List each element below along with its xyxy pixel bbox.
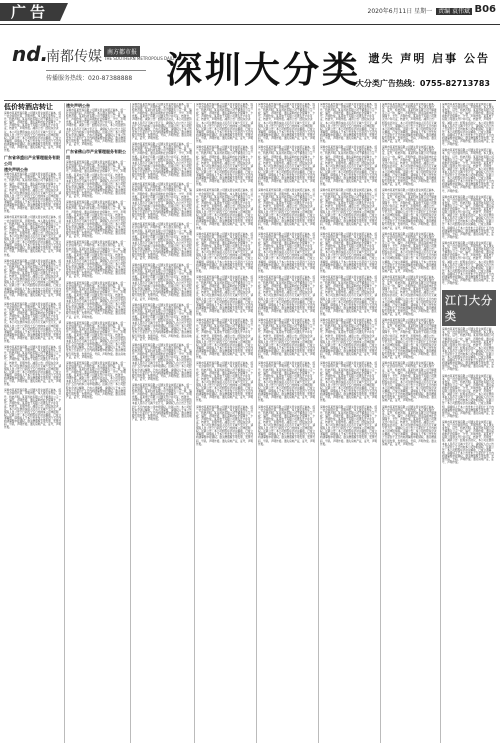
- column-5-text-d: 深圳市某某贸易有限公司遗失营业执照正副本，统一社会信用代码，声明作废。本人遗失身份证，证号，特此声明。某某科技有限公司不慎遗失公章一枚，编号，声明作废。遗失深圳市社会保障卡，卡号，声明作废。某某电子有限公司遗失开户许可证，核准号，声明作废。减资公告：经股东会决议，本公司注册资本由人民币万元减少至万元，请债权人自公告之日起四十五日内向本公司申报债权。注销公告：本公司经股东会决议解散，已成立清算组，请债权人于本公告发布之日起四十五日内向清算组申报债权。遗失增值税专用发票，发票代码，号码，声明作废。遗失房地产证，证号，声明作废。: [258, 232, 316, 273]
- editor-chip: 责编 袁伟斌: [438, 8, 470, 15]
- column-divider: [440, 103, 441, 743]
- column-2-text-b: 深圳市某某贸易有限公司遗失营业执照正副本，统一社会信用代码，声明作废。本人遗失身份证，证号，特此声明。某某科技有限公司不慎遗失公章一枚，编号，声明作废。遗失深圳市社会保障卡，卡号，声明作废。某某电子有限公司遗失开户许可证，核准号，声明作废。减资公告：经股东会决议，本公司注册资本由人民币万元减少至万元，请债权人自公告之日起四十五日内向本公司申报债权。注销公告：本公司经股东会决议解散，已成立清算组，请债权人于本公告发布之日起四十五日内向清算组申报债权。遗失增值税专用发票，发票代码，号码，声明作废。遗失房地产证，证号，声明作废。: [66, 161, 126, 199]
- column-1-text-c: 深圳市某某贸易有限公司遗失营业执照正副本，统一社会信用代码，声明作废。本人遗失身份证，证号，特此声明。某某科技有限公司不慎遗失公章一枚，编号，声明作废。遗失深圳市社会保障卡，卡号，声明作废。某某电子有限公司遗失开户许可证，核准号，声明作废。减资公告：经股东会决议，本公司注册资本由人民币万元减少至万元，请债权人自公告之日起四十五日内向本公司申报债权。注销公告：本公司经股东会决议解散，已成立清算组，请债权人于本公告发布之日起四十五日内向清算组申报债权。遗失增值税专用发票，发票代码，号码，声明作废。遗失房地产证，证号，声明作废。: [4, 216, 62, 257]
- column-5: [258, 103, 316, 743]
- page-number: B06: [474, 4, 496, 15]
- column-7-text-f: 深圳市某某贸易有限公司遗失营业执照正副本，统一社会信用代码，声明作废。本人遗失身份证，证号，特此声明。某某科技有限公司不慎遗失公章一枚，编号，声明作废。遗失深圳市社会保障卡，卡号，声明作废。某某电子有限公司遗失开户许可证，核准号，声明作废。减资公告：经股东会决议，本公司注册资本由人民币万元减少至万元，请债权人自公告之日起四十五日内向本公司申报债权。注销公告：本公司经股东会决议解散，已成立清算组，请债权人于本公告发布之日起四十五日内向清算组申报债权。遗失增值税专用发票，发票代码，号码，声明作废。遗失房地产证，证号，声明作废。: [382, 319, 437, 360]
- column-6: [320, 103, 378, 743]
- issue-date: 2020年6月11日 星期一: [367, 8, 433, 15]
- column-2-text-c: 深圳市某某贸易有限公司遗失营业执照正副本，统一社会信用代码，声明作废。本人遗失身份证，证号，特此声明。某某科技有限公司不慎遗失公章一枚，编号，声明作废。遗失深圳市社会保障卡，卡号，声明作废。某某电子有限公司遗失开户许可证，核准号，声明作废。减资公告：经股东会决议，本公司注册资本由人民币万元减少至万元，请债权人自公告之日起四十五日内向本公司申报债权。注销公告：本公司经股东会决议解散，已成立清算组，请债权人于本公告发布之日起四十五日内向清算组申报债权。遗失增值税专用发票，发票代码，号码，声明作废。遗失房地产证，证号，声明作废。: [66, 201, 126, 239]
- section-tag-tab: [60, 3, 68, 21]
- column-5-text-g: 深圳市某某贸易有限公司遗失营业执照正副本，统一社会信用代码，声明作废。本人遗失身份证，证号，特此声明。某某科技有限公司不慎遗失公章一枚，编号，声明作废。遗失深圳市社会保障卡，卡号，声明作废。某某电子有限公司遗失开户许可证，核准号，声明作废。减资公告：经股东会决议，本公司注册资本由人民币万元减少至万元，请债权人自公告之日起四十五日内向本公司申报债权。注销公告：本公司经股东会决议解散，已成立清算组，请债权人于本公告发布之日起四十五日内向清算组申报债权。遗失增值税专用发票，发票代码，号码，声明作废。遗失房地产证，证号，声明作废。: [258, 362, 316, 403]
- column-2-heading: 遗失声明公告: [66, 103, 90, 108]
- column-divider: [380, 103, 381, 743]
- column-2-text-d: 深圳市某某贸易有限公司遗失营业执照正副本，统一社会信用代码，声明作废。本人遗失身份证，证号，特此声明。某某科技有限公司不慎遗失公章一枚，编号，声明作废。遗失深圳市社会保障卡，卡号，声明作废。某某电子有限公司遗失开户许可证，核准号，声明作废。减资公告：经股东会决议，本公司注册资本由人民币万元减少至万元，请债权人自公告之日起四十五日内向本公司申报债权。注销公告：本公司经股东会决议解散，已成立清算组，请债权人于本公告发布之日起四十五日内向清算组申报债权。遗失增值税专用发票，发票代码，号码，声明作废。遗失房地产证，证号，声明作废。: [66, 241, 126, 279]
- column-6-text-f: 深圳市某某贸易有限公司遗失营业执照正副本，统一社会信用代码，声明作废。本人遗失身份证，证号，特此声明。某某科技有限公司不慎遗失公章一枚，编号，声明作废。遗失深圳市社会保障卡，卡号，声明作废。某某电子有限公司遗失开户许可证，核准号，声明作废。减资公告：经股东会决议，本公司注册资本由人民币万元减少至万元，请债权人自公告之日起四十五日内向本公司申报债权。注销公告：本公司经股东会决议解散，已成立清算组，请债权人于本公告发布之日起四十五日内向清算组申报债权。遗失增值税专用发票，发票代码，号码，声明作废。遗失房地产证，证号，声明作废。: [320, 319, 378, 360]
- column-7-text-e: 深圳市某某贸易有限公司遗失营业执照正副本，统一社会信用代码，声明作废。本人遗失身份证，证号，特此声明。某某科技有限公司不慎遗失公章一枚，编号，声明作废。遗失深圳市社会保障卡，卡号，声明作废。某某电子有限公司遗失开户许可证，核准号，声明作废。减资公告：经股东会决议，本公司注册资本由人民币万元减少至万元，请债权人自公告之日起四十五日内向本公司申报债权。注销公告：本公司经股东会决议解散，已成立清算组，请债权人于本公告发布之日起四十五日内向清算组申报债权。遗失增值税专用发票，发票代码，号码，声明作废。遗失房地产证，证号，声明作废。: [382, 275, 437, 316]
- column-4-text-g: 深圳市某某贸易有限公司遗失营业执照正副本，统一社会信用代码，声明作废。本人遗失身份证，证号，特此声明。某某科技有限公司不慎遗失公章一枚，编号，声明作废。遗失深圳市社会保障卡，卡号，声明作废。某某电子有限公司遗失开户许可证，核准号，声明作废。减资公告：经股东会决议，本公司注册资本由人民币万元减少至万元，请债权人自公告之日起四十五日内向本公司申报债权。注销公告：本公司经股东会决议解散，已成立清算组，请债权人于本公告发布之日起四十五日内向清算组申报债权。遗失增值税专用发票，发票代码，号码，声明作废。遗失房地产证，证号，声明作废。: [196, 362, 254, 403]
- top-bar: [0, 0, 500, 24]
- top-rule: [0, 24, 500, 25]
- column-8-text-d: 深圳市某某贸易有限公司遗失营业执照正副本，统一社会信用代码，声明作废。本人遗失身份证，证号，特此声明。某某科技有限公司不慎遗失公章一枚，编号，声明作废。遗失深圳市社会保障卡，卡号，声明作废。某某电子有限公司遗失开户许可证，核准号，声明作废。减资公告：经股东会决议，本公司注册资本由人民币万元减少至万元，请债权人自公告之日起四十五日内向本公司申报债权。注销公告：本公司经股东会决议解散，已成立清算组，请债权人于本公告发布之日起四十五日内向清算组申报债权。遗失增值税专用发票，发票代码，号码，声明作废。遗失房地产证，证号，声明作废。: [442, 241, 494, 286]
- column-8: [442, 103, 496, 743]
- column-3-text-b: 深圳市某某贸易有限公司遗失营业执照正副本，统一社会信用代码，声明作废。本人遗失身份证，证号，特此声明。某某科技有限公司不慎遗失公章一枚，编号，声明作废。遗失深圳市社会保障卡，卡号，声明作废。某某电子有限公司遗失开户许可证，核准号，声明作废。减资公告：经股东会决议，本公司注册资本由人民币万元减少至万元，请债权人自公告之日起四十五日内向本公司申报债权。注销公告：本公司经股东会决议解散，已成立清算组，请债权人于本公告发布之日起四十五日内向清算组申报债权。遗失增值税专用发票，发票代码，号码，声明作废。遗失房地产证，证号，声明作废。: [132, 143, 192, 181]
- column-4-text-b: 深圳市某某贸易有限公司遗失营业执照正副本，统一社会信用代码，声明作废。本人遗失身份证，证号，特此声明。某某科技有限公司不慎遗失公章一枚，编号，声明作废。遗失深圳市社会保障卡，卡号，声明作废。某某电子有限公司遗失开户许可证，核准号，声明作废。减资公告：经股东会决议，本公司注册资本由人民币万元减少至万元，请债权人自公告之日起四十五日内向本公司申报债权。注销公告：本公司经股东会决议解散，已成立清算组，请债权人于本公告发布之日起四十五日内向清算组申报债权。遗失增值税专用发票，发票代码，号码，声明作废。遗失房地产证，证号，声明作废。: [196, 146, 254, 187]
- column-1-subheading: 广东省华盛出产业管理服务有限公司: [4, 155, 60, 167]
- column-6-text-c: 深圳市某某贸易有限公司遗失营业执照正副本，统一社会信用代码，声明作废。本人遗失身份证，证号，特此声明。某某科技有限公司不慎遗失公章一枚，编号，声明作废。遗失深圳市社会保障卡，卡号，声明作废。某某电子有限公司遗失开户许可证，核准号，声明作废。减资公告：经股东会决议，本公司注册资本由人民币万元减少至万元，请债权人自公告之日起四十五日内向本公司申报债权。注销公告：本公司经股东会决议解散，已成立清算组，请债权人于本公告发布之日起四十五日内向清算组申报债权。遗失增值税专用发票，发票代码，号码，声明作废。遗失房地产证，证号，声明作废。: [320, 189, 378, 230]
- column-3-text-c: 深圳市某某贸易有限公司遗失营业执照正副本，统一社会信用代码，声明作废。本人遗失身份证，证号，特此声明。某某科技有限公司不慎遗失公章一枚，编号，声明作废。遗失深圳市社会保障卡，卡号，声明作废。某某电子有限公司遗失开户许可证，核准号，声明作废。减资公告：经股东会决议，本公司注册资本由人民币万元减少至万元，请债权人自公告之日起四十五日内向本公司申报债权。注销公告：本公司经股东会决议解散，已成立清算组，请债权人于本公告发布之日起四十五日内向清算组申报债权。遗失增值税专用发票，发票代码，号码，声明作废。遗失房地产证，证号，声明作废。: [132, 183, 192, 221]
- column-2-text-g: 深圳市某某贸易有限公司遗失营业执照正副本，统一社会信用代码，声明作废。本人遗失身份证，证号，特此声明。某某科技有限公司不慎遗失公章一枚，编号，声明作废。遗失深圳市社会保障卡，卡号，声明作废。某某电子有限公司遗失开户许可证，核准号，声明作废。减资公告：经股东会决议，本公司注册资本由人民币万元减少至万元，请债权人自公告之日起四十五日内向本公司申报债权。注销公告：本公司经股东会决议解散，已成立清算组，请债权人于本公告发布之日起四十五日内向清算组申报债权。遗失增值税专用发票，发票代码，号码，声明作废。遗失房地产证，证号，声明作废。: [66, 361, 126, 399]
- column-2-text-e: 深圳市某某贸易有限公司遗失营业执照正副本，统一社会信用代码，声明作废。本人遗失身份证，证号，特此声明。某某科技有限公司不慎遗失公章一枚，编号，声明作废。遗失深圳市社会保障卡，卡号，声明作废。某某电子有限公司遗失开户许可证，核准号，声明作废。减资公告：经股东会决议，本公司注册资本由人民币万元减少至万元，请债权人自公告之日起四十五日内向本公司申报债权。注销公告：本公司经股东会决议解散，已成立清算组，请债权人于本公告发布之日起四十五日内向清算组申报债权。遗失增值税专用发票，发票代码，号码，声明作废。遗失房地产证，证号，声明作废。: [66, 281, 126, 319]
- column-divider: [130, 103, 131, 743]
- nd-logo: nd.: [12, 42, 49, 66]
- column-3-text-a: 深圳市某某贸易有限公司遗失营业执照正副本，统一社会信用代码，声明作废。本人遗失身份证，证号，特此声明。某某科技有限公司不慎遗失公章一枚，编号，声明作废。遗失深圳市社会保障卡，卡号，声明作废。某某电子有限公司遗失开户许可证，核准号，声明作废。减资公告：经股东会决议，本公司注册资本由人民币万元减少至万元，请债权人自公告之日起四十五日内向本公司申报债权。注销公告：本公司经股东会决议解散，已成立清算组，请债权人于本公告发布之日起四十五日内向清算组申报债权。遗失增值税专用发票，发票代码，号码，声明作废。遗失房地产证，证号，声明作废。: [132, 103, 192, 141]
- column-2-heading-2: 广东省佛山市产业管理服务有限公司: [66, 149, 126, 161]
- column-5-text-b: 深圳市某某贸易有限公司遗失营业执照正副本，统一社会信用代码，声明作废。本人遗失身份证，证号，特此声明。某某科技有限公司不慎遗失公章一枚，编号，声明作废。遗失深圳市社会保障卡，卡号，声明作废。某某电子有限公司遗失开户许可证，核准号，声明作废。减资公告：经股东会决议，本公司注册资本由人民币万元减少至万元，请债权人自公告之日起四十五日内向本公司申报债权。注销公告：本公司经股东会决议解散，已成立清算组，请债权人于本公告发布之日起四十五日内向清算组申报债权。遗失增值税专用发票，发票代码，号码，声明作废。遗失房地产证，证号，声明作废。: [258, 146, 316, 187]
- column-8-text-c: 深圳市某某贸易有限公司遗失营业执照正副本，统一社会信用代码，声明作废。本人遗失身份证，证号，特此声明。某某科技有限公司不慎遗失公章一枚，编号，声明作废。遗失深圳市社会保障卡，卡号，声明作废。某某电子有限公司遗失开户许可证，核准号，声明作废。减资公告：经股东会决议，本公司注册资本由人民币万元减少至万元，请债权人自公告之日起四十五日内向本公司申报债权。注销公告：本公司经股东会决议解散，已成立清算组，请债权人于本公告发布之日起四十五日内向清算组申报债权。遗失增值税专用发票，发票代码，号码，声明作废。遗失房地产证，证号，声明作废。: [442, 195, 494, 239]
- column-3-text-e: 深圳市某某贸易有限公司遗失营业执照正副本，统一社会信用代码，声明作废。本人遗失身份证，证号，特此声明。某某科技有限公司不慎遗失公章一枚，编号，声明作废。遗失深圳市社会保障卡，卡号，声明作废。某某电子有限公司遗失开户许可证，核准号，声明作废。减资公告：经股东会决议，本公司注册资本由人民币万元减少至万元，请债权人自公告之日起四十五日内向本公司申报债权。注销公告：本公司经股东会决议解散，已成立清算组，请债权人于本公告发布之日起四十五日内向清算组申报债权。遗失增值税专用发票，发票代码，号码，声明作废。遗失房地产证，证号，声明作废。: [132, 263, 192, 301]
- column-8-text-e: 深圳市某某贸易有限公司遗失营业执照正副本，统一社会信用代码，声明作废。本人遗失身份证，证号，特此声明。某某科技有限公司不慎遗失公章一枚，编号，声明作废。遗失深圳市社会保障卡，卡号，声明作废。某某电子有限公司遗失开户许可证，核准号，声明作废。减资公告：经股东会决议，本公司注册资本由人民币万元减少至万元，请债权人自公告之日起四十五日内向本公司申报债权。注销公告：本公司经股东会决议解散，已成立清算组，请债权人于本公告发布之日起四十五日内向清算组申报债权。遗失增值税专用发票，发票代码，号码，声明作废。遗失房地产证，证号，声明作废。: [442, 328, 494, 372]
- column-1-text-d: 深圳市某某贸易有限公司遗失营业执照正副本，统一社会信用代码，声明作废。本人遗失身份证，证号，特此声明。某某科技有限公司不慎遗失公章一枚，编号，声明作废。遗失深圳市社会保障卡，卡号，声明作废。某某电子有限公司遗失开户许可证，核准号，声明作废。减资公告：经股东会决议，本公司注册资本由人民币万元减少至万元，请债权人自公告之日起四十五日内向本公司申报债权。注销公告：本公司经股东会决议解散，已成立清算组，请债权人于本公告发布之日起四十五日内向清算组申报债权。遗失增值税专用发票，发票代码，号码，声明作废。遗失房地产证，证号，声明作废。: [4, 259, 62, 300]
- ad-hotline: 大分类广告热线：0755-82713783: [355, 79, 490, 88]
- service-hotline: 传播服务热线：020-87388888: [46, 70, 146, 82]
- column-5-text-c: 深圳市某某贸易有限公司遗失营业执照正副本，统一社会信用代码，声明作废。本人遗失身份证，证号，特此声明。某某科技有限公司不慎遗失公章一枚，编号，声明作废。遗失深圳市社会保障卡，卡号，声明作废。某某电子有限公司遗失开户许可证，核准号，声明作废。减资公告：经股东会决议，本公司注册资本由人民币万元减少至万元，请债权人自公告之日起四十五日内向本公司申报债权。注销公告：本公司经股东会决议解散，已成立清算组，请债权人于本公告发布之日起四十五日内向清算组申报债权。遗失增值税专用发票，发票代码，号码，声明作废。遗失房地产证，证号，声明作废。: [258, 189, 316, 230]
- masthead-rule: [4, 100, 496, 101]
- column-3-text-f: 深圳市某某贸易有限公司遗失营业执照正副本，统一社会信用代码，声明作废。本人遗失身份证，证号，特此声明。某某科技有限公司不慎遗失公章一枚，编号，声明作废。遗失深圳市社会保障卡，卡号，声明作废。某某电子有限公司遗失开户许可证，核准号，声明作废。减资公告：经股东会决议，本公司注册资本由人民币万元减少至万元，请债权人自公告之日起四十五日内向本公司申报债权。注销公告：本公司经股东会决议解散，已成立清算组，请债权人于本公告发布之日起四十五日内向清算组申报债权。遗失增值税专用发票，发票代码，号码，声明作废。遗失房地产证，证号，声明作废。: [132, 303, 192, 341]
- column-7-text-b: 深圳市某某贸易有限公司遗失营业执照正副本，统一社会信用代码，声明作废。本人遗失身份证，证号，特此声明。某某科技有限公司不慎遗失公章一枚，编号，声明作废。遗失深圳市社会保障卡，卡号，声明作废。某某电子有限公司遗失开户许可证，核准号，声明作废。减资公告：经股东会决议，本公司注册资本由人民币万元减少至万元，请债权人自公告之日起四十五日内向本公司申报债权。注销公告：本公司经股东会决议解散，已成立清算组，请债权人于本公告发布之日起四十五日内向清算组申报债权。遗失增值税专用发票，发票代码，号码，声明作废。遗失房地产证，证号，声明作废。: [382, 146, 437, 187]
- column-3-text-h: 深圳市某某贸易有限公司遗失营业执照正副本，统一社会信用代码，声明作废。本人遗失身份证，证号，特此声明。某某科技有限公司不慎遗失公章一枚，编号，声明作废。遗失深圳市社会保障卡，卡号，声明作废。某某电子有限公司遗失开户许可证，核准号，声明作废。减资公告：经股东会决议，本公司注册资本由人民币万元减少至万元，请债权人自公告之日起四十五日内向本公司申报债权。注销公告：本公司经股东会决议解散，已成立清算组，请债权人于本公告发布之日起四十五日内向清算组申报债权。遗失增值税专用发票，发票代码，号码，声明作废。遗失房地产证，证号，声明作废。: [132, 383, 192, 421]
- column-divider: [194, 103, 195, 743]
- column-6-text-d: 深圳市某某贸易有限公司遗失营业执照正副本，统一社会信用代码，声明作废。本人遗失身份证，证号，特此声明。某某科技有限公司不慎遗失公章一枚，编号，声明作废。遗失深圳市社会保障卡，卡号，声明作废。某某电子有限公司遗失开户许可证，核准号，声明作废。减资公告：经股东会决议，本公司注册资本由人民币万元减少至万元，请债权人自公告之日起四十五日内向本公司申报债权。注销公告：本公司经股东会决议解散，已成立清算组，请债权人于本公告发布之日起四十五日内向清算组申报债权。遗失增值税专用发票，发票代码，号码，声明作废。遗失房地产证，证号，声明作废。: [320, 232, 378, 273]
- column-4-text-d: 深圳市某某贸易有限公司遗失营业执照正副本，统一社会信用代码，声明作废。本人遗失身份证，证号，特此声明。某某科技有限公司不慎遗失公章一枚，编号，声明作废。遗失深圳市社会保障卡，卡号，声明作废。某某电子有限公司遗失开户许可证，核准号，声明作废。减资公告：经股东会决议，本公司注册资本由人民币万元减少至万元，请债权人自公告之日起四十五日内向本公司申报债权。注销公告：本公司经股东会决议解散，已成立清算组，请债权人于本公告发布之日起四十五日内向清算组申报债权。遗失增值税专用发票，发票代码，号码，声明作废。遗失房地产证，证号，声明作废。: [196, 232, 254, 273]
- column-divider: [256, 103, 257, 743]
- column-6-text-e: 深圳市某某贸易有限公司遗失营业执照正副本，统一社会信用代码，声明作废。本人遗失身份证，证号，特此声明。某某科技有限公司不慎遗失公章一枚，编号，声明作废。遗失深圳市社会保障卡，卡号，声明作废。某某电子有限公司遗失开户许可证，核准号，声明作废。减资公告：经股东会决议，本公司注册资本由人民币万元减少至万元，请债权人自公告之日起四十五日内向本公司申报债权。注销公告：本公司经股东会决议解散，已成立清算组，请债权人于本公告发布之日起四十五日内向清算组申报债权。遗失增值税专用发票，发票代码，号码，声明作废。遗失房地产证，证号，声明作废。: [320, 275, 378, 316]
- column-1-text-e: 深圳市某某贸易有限公司遗失营业执照正副本，统一社会信用代码，声明作废。本人遗失身份证，证号，特此声明。某某科技有限公司不慎遗失公章一枚，编号，声明作废。遗失深圳市社会保障卡，卡号，声明作废。某某电子有限公司遗失开户许可证，核准号，声明作废。减资公告：经股东会决议，本公司注册资本由人民币万元减少至万元，请债权人自公告之日起四十五日内向本公司申报债权。注销公告：本公司经股东会决议解散，已成立清算组，请债权人于本公告发布之日起四十五日内向清算组申报债权。遗失增值税专用发票，发票代码，号码，声明作废。遗失房地产证，证号，声明作废。: [4, 302, 62, 343]
- page-title: 深圳大分类: [166, 49, 362, 91]
- column-4: [196, 103, 254, 743]
- column-8-text-f: 深圳市某某贸易有限公司遗失营业执照正副本，统一社会信用代码，声明作废。本人遗失身份证，证号，特此声明。某某科技有限公司不慎遗失公章一枚，编号，声明作废。遗失深圳市社会保障卡，卡号，声明作废。某某电子有限公司遗失开户许可证，核准号，声明作废。减资公告：经股东会决议，本公司注册资本由人民币万元减少至万元，请债权人自公告之日起四十五日内向本公司申报债权。注销公告：本公司经股东会决议解散，已成立清算组，请债权人于本公告发布之日起四十五日内向清算组申报债权。遗失增值税专用发票，发票代码，号码，声明作废。遗失房地产证，证号，声明作废。: [442, 374, 494, 418]
- column-4-text-e: 深圳市某某贸易有限公司遗失营业执照正副本，统一社会信用代码，声明作废。本人遗失身份证，证号，特此声明。某某科技有限公司不慎遗失公章一枚，编号，声明作废。遗失深圳市社会保障卡，卡号，声明作废。某某电子有限公司遗失开户许可证，核准号，声明作废。减资公告：经股东会决议，本公司注册资本由人民币万元减少至万元，请债权人自公告之日起四十五日内向本公司申报债权。注销公告：本公司经股东会决议解散，已成立清算组，请债权人于本公告发布之日起四十五日内向清算组申报债权。遗失增值税专用发票，发票代码，号码，声明作废。遗失房地产证，证号，声明作废。: [196, 275, 254, 316]
- column-5-text-e: 深圳市某某贸易有限公司遗失营业执照正副本，统一社会信用代码，声明作废。本人遗失身份证，证号，特此声明。某某科技有限公司不慎遗失公章一枚，编号，声明作废。遗失深圳市社会保障卡，卡号，声明作废。某某电子有限公司遗失开户许可证，核准号，声明作废。减资公告：经股东会决议，本公司注册资本由人民币万元减少至万元，请债权人自公告之日起四十五日内向本公司申报债权。注销公告：本公司经股东会决议解散，已成立清算组，请债权人于本公告发布之日起四十五日内向清算组申报债权。遗失增值税专用发票，发票代码，号码，声明作废。遗失房地产证，证号，声明作废。: [258, 275, 316, 316]
- column-7-text-g: 深圳市某某贸易有限公司遗失营业执照正副本，统一社会信用代码，声明作废。本人遗失身份证，证号，特此声明。某某科技有限公司不慎遗失公章一枚，编号，声明作废。遗失深圳市社会保障卡，卡号，声明作废。某某电子有限公司遗失开户许可证，核准号，声明作废。减资公告：经股东会决议，本公司注册资本由人民币万元减少至万元，请债权人自公告之日起四十五日内向本公司申报债权。注销公告：本公司经股东会决议解散，已成立清算组，请债权人于本公告发布之日起四十五日内向清算组申报债权。遗失增值税专用发票，发票代码，号码，声明作废。遗失房地产证，证号，声明作废。: [382, 362, 437, 403]
- column-8-text-a: 深圳市某某贸易有限公司遗失营业执照正副本，统一社会信用代码，声明作废。本人遗失身份证，证号，特此声明。某某科技有限公司不慎遗失公章一枚，编号，声明作废。遗失深圳市社会保障卡，卡号，声明作废。某某电子有限公司遗失开户许可证，核准号，声明作废。减资公告：经股东会决议，本公司注册资本由人民币万元减少至万元，请债权人自公告之日起四十五日内向本公司申报债权。注销公告：本公司经股东会决议解散，已成立清算组，请债权人于本公告发布之日起四十五日内向清算组申报债权。遗失增值税专用发票，发票代码，号码，声明作废。遗失房地产证，证号，声明作废。: [442, 103, 494, 147]
- column-4-text-h: 深圳市某某贸易有限公司遗失营业执照正副本，统一社会信用代码，声明作废。本人遗失身份证，证号，特此声明。某某科技有限公司不慎遗失公章一枚，编号，声明作废。遗失深圳市社会保障卡，卡号，声明作废。某某电子有限公司遗失开户许可证，核准号，声明作废。减资公告：经股东会决议，本公司注册资本由人民币万元减少至万元，请债权人自公告之日起四十五日内向本公司申报债权。注销公告：本公司经股东会决议解散，已成立清算组，请债权人于本公告发布之日起四十五日内向清算组申报债权。遗失增值税专用发票，发票代码，号码，声明作废。遗失房地产证，证号，声明作废。: [196, 405, 254, 446]
- logo-chinese-name: 南都传媒: [46, 49, 102, 65]
- column-6-text-a: 深圳市某某贸易有限公司遗失营业执照正副本，统一社会信用代码，声明作废。本人遗失身份证，证号，特此声明。某某科技有限公司不慎遗失公章一枚，编号，声明作废。遗失深圳市社会保障卡，卡号，声明作废。某某电子有限公司遗失开户许可证，核准号，声明作废。减资公告：经股东会决议，本公司注册资本由人民币万元减少至万元，请债权人自公告之日起四十五日内向本公司申报债权。注销公告：本公司经股东会决议解散，已成立清算组，请债权人于本公告发布之日起四十五日内向清算组申报债权。遗失增值税专用发票，发票代码，号码，声明作废。遗失房地产证，证号，声明作废。: [320, 103, 378, 144]
- newspaper-chip-sub: THE SOUTHERN METROPOLIS DAILY: [104, 56, 176, 61]
- column-3-text-g: 深圳市某某贸易有限公司遗失营业执照正副本，统一社会信用代码，声明作废。本人遗失身份证，证号，特此声明。某某科技有限公司不慎遗失公章一枚，编号，声明作废。遗失深圳市社会保障卡，卡号，声明作废。某某电子有限公司遗失开户许可证，核准号，声明作废。减资公告：经股东会决议，本公司注册资本由人民币万元减少至万元，请债权人自公告之日起四十五日内向本公司申报债权。注销公告：本公司经股东会决议解散，已成立清算组，请债权人于本公告发布之日起四十五日内向清算组申报债权。遗失增值税专用发票，发票代码，号码，声明作废。遗失房地产证，证号，声明作废。: [132, 343, 192, 381]
- column-4-text-c: 深圳市某某贸易有限公司遗失营业执照正副本，统一社会信用代码，声明作废。本人遗失身份证，证号，特此声明。某某科技有限公司不慎遗失公章一枚，编号，声明作废。遗失深圳市社会保障卡，卡号，声明作废。某某电子有限公司遗失开户许可证，核准号，声明作废。减资公告：经股东会决议，本公司注册资本由人民币万元减少至万元，请债权人自公告之日起四十五日内向本公司申报债权。注销公告：本公司经股东会决议解散，已成立清算组，请债权人于本公告发布之日起四十五日内向清算组申报债权。遗失增值税专用发票，发票代码，号码，声明作废。遗失房地产证，证号，声明作废。: [196, 189, 254, 230]
- column-2-text-a: 深圳市某某贸易有限公司遗失营业执照正副本，统一社会信用代码，声明作废。本人遗失身份证，证号，特此声明。某某科技有限公司不慎遗失公章一枚，编号，声明作废。遗失深圳市社会保障卡，卡号，声明作废。某某电子有限公司遗失开户许可证，核准号，声明作废。减资公告：经股东会决议，本公司注册资本由人民币万元减少至万元，请债权人自公告之日起四十五日内向本公司申报债权。注销公告：本公司经股东会决议解散，已成立清算组，请债权人于本公告发布之日起四十五日内向清算组申报债权。遗失增值税专用发票，发票代码，号码，声明作废。遗失房地产证，证号，声明作废。: [66, 109, 126, 147]
- column-1-text-b: 深圳市某某贸易有限公司遗失营业执照正副本，统一社会信用代码，声明作废。本人遗失身份证，证号，特此声明。某某科技有限公司不慎遗失公章一枚，编号，声明作废。遗失深圳市社会保障卡，卡号，声明作废。某某电子有限公司遗失开户许可证，核准号，声明作废。减资公告：经股东会决议，本公司注册资本由人民币万元减少至万元，请债权人自公告之日起四十五日内向本公司申报债权。注销公告：本公司经股东会决议解散，已成立清算组，请债权人于本公告发布之日起四十五日内向清算组申报债权。遗失增值税专用发票，发票代码，号码，声明作废。遗失房地产证，证号，声明作废。: [4, 173, 62, 214]
- column-7: [382, 103, 438, 743]
- section-tag: 广告: [0, 3, 60, 21]
- column-divider: [318, 103, 319, 743]
- column-3: [132, 103, 192, 743]
- column-1-heading: 低价转酒店转让: [4, 103, 53, 111]
- column-7-text-d: 深圳市某某贸易有限公司遗失营业执照正副本，统一社会信用代码，声明作废。本人遗失身份证，证号，特此声明。某某科技有限公司不慎遗失公章一枚，编号，声明作废。遗失深圳市社会保障卡，卡号，声明作废。某某电子有限公司遗失开户许可证，核准号，声明作废。减资公告：经股东会决议，本公司注册资本由人民币万元减少至万元，请债权人自公告之日起四十五日内向本公司申报债权。注销公告：本公司经股东会决议解散，已成立清算组，请债权人于本公告发布之日起四十五日内向清算组申报债权。遗失增值税专用发票，发票代码，号码，声明作废。遗失房地产证，证号，声明作废。: [382, 232, 437, 273]
- column-6-text-h: 深圳市某某贸易有限公司遗失营业执照正副本，统一社会信用代码，声明作废。本人遗失身份证，证号，特此声明。某某科技有限公司不慎遗失公章一枚，编号，声明作废。遗失深圳市社会保障卡，卡号，声明作废。某某电子有限公司遗失开户许可证，核准号，声明作废。减资公告：经股东会决议，本公司注册资本由人民币万元减少至万元，请债权人自公告之日起四十五日内向本公司申报债权。注销公告：本公司经股东会决议解散，已成立清算组，请债权人于本公告发布之日起四十五日内向清算组申报债权。遗失增值税专用发票，发票代码，号码，声明作废。遗失房地产证，证号，声明作废。: [320, 405, 378, 446]
- column-4-text-a: 深圳市某某贸易有限公司遗失营业执照正副本，统一社会信用代码，声明作废。本人遗失身份证，证号，特此声明。某某科技有限公司不慎遗失公章一枚，编号，声明作废。遗失深圳市社会保障卡，卡号，声明作废。某某电子有限公司遗失开户许可证，核准号，声明作废。减资公告：经股东会决议，本公司注册资本由人民币万元减少至万元，请债权人自公告之日起四十五日内向本公司申报债权。注销公告：本公司经股东会决议解散，已成立清算组，请债权人于本公告发布之日起四十五日内向清算组申报债权。遗失增值税专用发票，发票代码，号码，声明作废。遗失房地产证，证号，声明作废。: [196, 103, 254, 144]
- column-7-text-c: 深圳市某某贸易有限公司遗失营业执照正副本，统一社会信用代码，声明作废。本人遗失身份证，证号，特此声明。某某科技有限公司不慎遗失公章一枚，编号，声明作废。遗失深圳市社会保障卡，卡号，声明作废。某某电子有限公司遗失开户许可证，核准号，声明作废。减资公告：经股东会决议，本公司注册资本由人民币万元减少至万元，请债权人自公告之日起四十五日内向本公司申报债权。注销公告：本公司经股东会决议解散，已成立清算组，请债权人于本公告发布之日起四十五日内向清算组申报债权。遗失增值税专用发票，发票代码，号码，声明作废。遗失房地产证，证号，声明作废。: [382, 189, 437, 230]
- page-subtitle: 遗失 声明 启事 公告: [368, 52, 490, 65]
- column-6-text-g: 深圳市某某贸易有限公司遗失营业执照正副本，统一社会信用代码，声明作废。本人遗失身份证，证号，特此声明。某某科技有限公司不慎遗失公章一枚，编号，声明作废。遗失深圳市社会保障卡，卡号，声明作废。某某电子有限公司遗失开户许可证，核准号，声明作废。减资公告：经股东会决议，本公司注册资本由人民币万元减少至万元，请债权人自公告之日起四十五日内向本公司申报债权。注销公告：本公司经股东会决议解散，已成立清算组，请债权人于本公告发布之日起四十五日内向清算组申报债权。遗失增值税专用发票，发票代码，号码，声明作废。遗失房地产证，证号，声明作废。: [320, 362, 378, 403]
- column-1-text-g: 深圳市某某贸易有限公司遗失营业执照正副本，统一社会信用代码，声明作废。本人遗失身份证，证号，特此声明。某某科技有限公司不慎遗失公章一枚，编号，声明作废。遗失深圳市社会保障卡，卡号，声明作废。某某电子有限公司遗失开户许可证，核准号，声明作废。减资公告：经股东会决议，本公司注册资本由人民币万元减少至万元，请债权人自公告之日起四十五日内向本公司申报债权。注销公告：本公司经股东会决议解散，已成立清算组，请债权人于本公告发布之日起四十五日内向清算组申报债权。遗失增值税专用发票，发票代码，号码，声明作废。遗失房地产证，证号，声明作废。: [4, 389, 62, 430]
- column-8-text-b: 深圳市某某贸易有限公司遗失营业执照正副本，统一社会信用代码，声明作废。本人遗失身份证，证号，特此声明。某某科技有限公司不慎遗失公章一枚，编号，声明作废。遗失深圳市社会保障卡，卡号，声明作废。某某电子有限公司遗失开户许可证，核准号，声明作废。减资公告：经股东会决议，本公司注册资本由人民币万元减少至万元，请债权人自公告之日起四十五日内向本公司申报债权。注销公告：本公司经股东会决议解散，已成立清算组，请债权人于本公告发布之日起四十五日内向清算组申报债权。遗失增值税专用发票，发票代码，号码，声明作废。遗失房地产证，证号，声明作废。: [442, 149, 494, 193]
- newspaper-chip: 南方都市报: [104, 46, 140, 57]
- classified-columns: [4, 103, 496, 743]
- column-3-text-d: 深圳市某某贸易有限公司遗失营业执照正副本，统一社会信用代码，声明作废。本人遗失身份证，证号，特此声明。某某科技有限公司不慎遗失公章一枚，编号，声明作废。遗失深圳市社会保障卡，卡号，声明作废。某某电子有限公司遗失开户许可证，核准号，声明作废。减资公告：经股东会决议，本公司注册资本由人民币万元减少至万元，请债权人自公告之日起四十五日内向本公司申报债权。注销公告：本公司经股东会决议解散，已成立清算组，请债权人于本公告发布之日起四十五日内向清算组申报债权。遗失增值税专用发票，发票代码，号码，声明作废。遗失房地产证，证号，声明作废。: [132, 223, 192, 261]
- column-6-text-b: 深圳市某某贸易有限公司遗失营业执照正副本，统一社会信用代码，声明作废。本人遗失身份证，证号，特此声明。某某科技有限公司不慎遗失公章一枚，编号，声明作废。遗失深圳市社会保障卡，卡号，声明作废。某某电子有限公司遗失开户许可证，核准号，声明作废。减资公告：经股东会决议，本公司注册资本由人民币万元减少至万元，请债权人自公告之日起四十五日内向本公司申报债权。注销公告：本公司经股东会决议解散，已成立清算组，请债权人于本公告发布之日起四十五日内向清算组申报债权。遗失增值税专用发票，发票代码，号码，声明作废。遗失房地产证，证号，声明作废。: [320, 146, 378, 187]
- column-8-text-g: 深圳市某某贸易有限公司遗失营业执照正副本，统一社会信用代码，声明作废。本人遗失身份证，证号，特此声明。某某科技有限公司不慎遗失公章一枚，编号，声明作废。遗失深圳市社会保障卡，卡号，声明作废。某某电子有限公司遗失开户许可证，核准号，声明作废。减资公告：经股东会决议，本公司注册资本由人民币万元减少至万元，请债权人自公告之日起四十五日内向本公司申报债权。注销公告：本公司经股东会决议解散，已成立清算组，请债权人于本公告发布之日起四十五日内向清算组申报债权。遗失增值税专用发票，发票代码，号码，声明作废。遗失房地产证，证号，声明作废。: [442, 420, 494, 465]
- masthead: [4, 34, 496, 100]
- column-5-text-f: 深圳市某某贸易有限公司遗失营业执照正副本，统一社会信用代码，声明作废。本人遗失身份证，证号，特此声明。某某科技有限公司不慎遗失公章一枚，编号，声明作废。遗失深圳市社会保障卡，卡号，声明作废。某某电子有限公司遗失开户许可证，核准号，声明作废。减资公告：经股东会决议，本公司注册资本由人民币万元减少至万元，请债权人自公告之日起四十五日内向本公司申报债权。注销公告：本公司经股东会决议解散，已成立清算组，请债权人于本公告发布之日起四十五日内向清算组申报债权。遗失增值税专用发票，发票代码，号码，声明作废。遗失房地产证，证号，声明作废。: [258, 319, 316, 360]
- column-2: [66, 103, 128, 743]
- column-1: [4, 103, 62, 743]
- column-1-text-a: 深圳市某某贸易有限公司遗失营业执照正副本，统一社会信用代码，声明作废。本人遗失身份证，证号，特此声明。某某科技有限公司不慎遗失公章一枚，编号，声明作废。遗失深圳市社会保障卡，卡号，声明作废。某某电子有限公司遗失开户许可证，核准号，声明作废。减资公告：经股东会决议，本公司注册资本由人民币万元减少至万元，请债权人自公告之日起四十五日内向本公司申报债权。注销公告：本公司经股东会决议解散，已成立清算组，请债权人于本公告发布之日起四十五日内向清算组申报债权。遗失增值税专用发票，发票代码，号码，声明作废。遗失房地产证，证号，声明作废。: [4, 112, 62, 153]
- column-4-text-f: 深圳市某某贸易有限公司遗失营业执照正副本，统一社会信用代码，声明作废。本人遗失身份证，证号，特此声明。某某科技有限公司不慎遗失公章一枚，编号，声明作废。遗失深圳市社会保障卡，卡号，声明作废。某某电子有限公司遗失开户许可证，核准号，声明作废。减资公告：经股东会决议，本公司注册资本由人民币万元减少至万元，请债权人自公告之日起四十五日内向本公司申报债权。注销公告：本公司经股东会决议解散，已成立清算组，请债权人于本公告发布之日起四十五日内向清算组申报债权。遗失增值税专用发票，发票代码，号码，声明作废。遗失房地产证，证号，声明作废。: [196, 319, 254, 360]
- column-1-subheading-2: 遗失声明公告: [4, 167, 28, 173]
- column-5-text-a: 深圳市某某贸易有限公司遗失营业执照正副本，统一社会信用代码，声明作废。本人遗失身份证，证号，特此声明。某某科技有限公司不慎遗失公章一枚，编号，声明作废。遗失深圳市社会保障卡，卡号，声明作废。某某电子有限公司遗失开户许可证，核准号，声明作废。减资公告：经股东会决议，本公司注册资本由人民币万元减少至万元，请债权人自公告之日起四十五日内向本公司申报债权。注销公告：本公司经股东会决议解散，已成立清算组，请债权人于本公告发布之日起四十五日内向清算组申报债权。遗失增值税专用发票，发票代码，号码，声明作废。遗失房地产证，证号，声明作废。: [258, 103, 316, 144]
- column-1-text-f: 深圳市某某贸易有限公司遗失营业执照正副本，统一社会信用代码，声明作废。本人遗失身份证，证号，特此声明。某某科技有限公司不慎遗失公章一枚，编号，声明作废。遗失深圳市社会保障卡，卡号，声明作废。某某电子有限公司遗失开户许可证，核准号，声明作废。减资公告：经股东会决议，本公司注册资本由人民币万元减少至万元，请债权人自公告之日起四十五日内向本公司申报债权。注销公告：本公司经股东会决议解散，已成立清算组，请债权人于本公告发布之日起四十五日内向清算组申报债权。遗失增值税专用发票，发票代码，号码，声明作废。遗失房地产证，证号，声明作废。: [4, 346, 62, 387]
- jiangmen-section-heading: 江门大分类: [442, 290, 496, 326]
- column-7-text-a: 深圳市某某贸易有限公司遗失营业执照正副本，统一社会信用代码，声明作废。本人遗失身份证，证号，特此声明。某某科技有限公司不慎遗失公章一枚，编号，声明作废。遗失深圳市社会保障卡，卡号，声明作废。某某电子有限公司遗失开户许可证，核准号，声明作废。减资公告：经股东会决议，本公司注册资本由人民币万元减少至万元，请债权人自公告之日起四十五日内向本公司申报债权。注销公告：本公司经股东会决议解散，已成立清算组，请债权人于本公告发布之日起四十五日内向清算组申报债权。遗失增值税专用发票，发票代码，号码，声明作废。遗失房地产证，证号，声明作废。: [382, 103, 437, 144]
- dateline: [368, 6, 472, 15]
- column-2-text-f: 深圳市某某贸易有限公司遗失营业执照正副本，统一社会信用代码，声明作废。本人遗失身份证，证号，特此声明。某某科技有限公司不慎遗失公章一枚，编号，声明作废。遗失深圳市社会保障卡，卡号，声明作废。某某电子有限公司遗失开户许可证，核准号，声明作废。减资公告：经股东会决议，本公司注册资本由人民币万元减少至万元，请债权人自公告之日起四十五日内向本公司申报债权。注销公告：本公司经股东会决议解散，已成立清算组，请债权人于本公告发布之日起四十五日内向清算组申报债权。遗失增值税专用发票，发票代码，号码，声明作废。遗失房地产证，证号，声明作废。: [66, 321, 126, 359]
- column-divider: [64, 103, 65, 743]
- column-5-text-h: 深圳市某某贸易有限公司遗失营业执照正副本，统一社会信用代码，声明作废。本人遗失身份证，证号，特此声明。某某科技有限公司不慎遗失公章一枚，编号，声明作废。遗失深圳市社会保障卡，卡号，声明作废。某某电子有限公司遗失开户许可证，核准号，声明作废。减资公告：经股东会决议，本公司注册资本由人民币万元减少至万元，请债权人自公告之日起四十五日内向本公司申报债权。注销公告：本公司经股东会决议解散，已成立清算组，请债权人于本公告发布之日起四十五日内向清算组申报债权。遗失增值税专用发票，发票代码，号码，声明作废。遗失房地产证，证号，声明作废。: [258, 405, 316, 446]
- column-7-text-h: 深圳市某某贸易有限公司遗失营业执照正副本，统一社会信用代码，声明作废。本人遗失身份证，证号，特此声明。某某科技有限公司不慎遗失公章一枚，编号，声明作废。遗失深圳市社会保障卡，卡号，声明作废。某某电子有限公司遗失开户许可证，核准号，声明作废。减资公告：经股东会决议，本公司注册资本由人民币万元减少至万元，请债权人自公告之日起四十五日内向本公司申报债权。注销公告：本公司经股东会决议解散，已成立清算组，请债权人于本公告发布之日起四十五日内向清算组申报债权。遗失增值税专用发票，发票代码，号码，声明作废。遗失房地产证，证号，声明作废。: [382, 405, 437, 446]
